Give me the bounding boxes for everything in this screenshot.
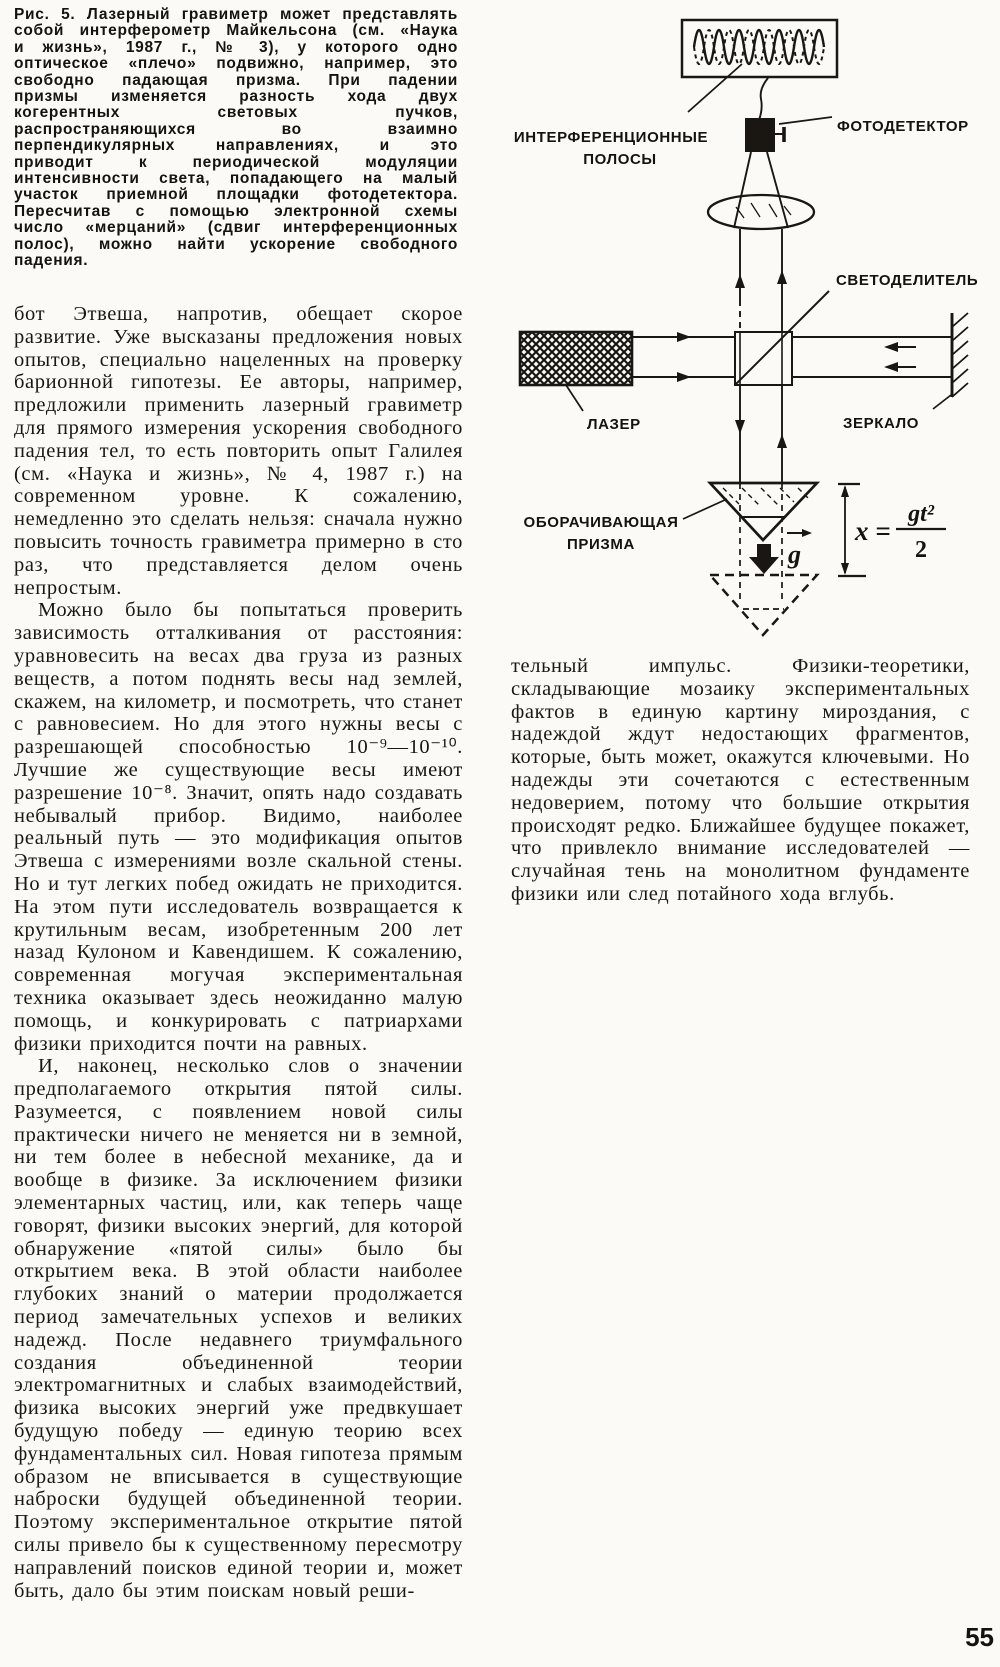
- signal-wire: [759, 78, 768, 120]
- left-arrowhead: [884, 362, 898, 372]
- paragraph: тельный импульс. Физики-теоретики, складывающие мозаику экспериментальных фактов в единую картину мироздания, с надеждой ждут недостающих фрагментов, которые, быть может, окажутся ключевыми. Но надежды эти сочетаются с естественным недоверием, потому что большие открытия происходят редко. Ближайшее будущее покажет, что привлекло внимание исследователей — случайная тень на монолитном фундаменте физики или след потайного хода вглубь.: [511, 655, 970, 905]
- down-arrowhead: [735, 420, 745, 434]
- mirror-leader-line: [933, 395, 951, 409]
- fringes-label-line1: ИНТЕРФЕРЕНЦИОННЫЕ: [513, 129, 709, 146]
- interferometer-diagram: [480, 0, 1000, 650]
- paragraph: бот Этвеша, напротив, обещает скорое развитие. Уже высказаны предложения новых опытов, специально нацеленных на проверку барионной гипотезы. Ее авторы, например, предложили применить лазерный гравиметр для прямого измерения ускорения свободного падения тел, то есть повторить опыт Галилея (см. «Наука и жизнь», № 4, 1987 г.) на современном уровне. К сожалению, немедленно это сделать нельзя: сначала нужно повысить точность гравиметра примерно в сто раз, что представляется делом очень непростым.: [14, 303, 463, 599]
- g-vector: [787, 529, 812, 569]
- up-arrowhead: [735, 274, 745, 288]
- lens: [708, 195, 814, 229]
- prism-label-line1: ОБОРАЧИВАЮЩАЯ: [523, 514, 679, 531]
- paragraph: И, наконец, несколько слов о значении предполагаемого открытия пятой силы. Разумеется, с появлением новой силы практически ничего не меняется ни в земной, ни тем более в небесной механике, да и вообще в физике. За исключением физики элементарных частиц, или, как теперь чаще говорят, физики высоких энергий, для которой обнаружение «пятой силы» было бы открытием века. В этой области наиболее глубоких знаний о материи продолжается период замечательных успехов и великих надежд. После недавнего триумфального создания объединенной теории электромагнитных и слабых взаимодействий, физика высоких энергий уже предвкушает будущую победу — единую теорию всех фундаментальных сил. Новая гипотеза прямым образом не вписывается в существующие наброски будущей объединенной теории. Поэтому экспериментальное открытие пятой силы привело бы к существенному пересмотру направлений поисков единой теории и, может быть, дало бы этим поискам новый реши-: [14, 1055, 463, 1602]
- fringes-label-line2: ПОЛОСЫ: [583, 151, 657, 168]
- right-arrowhead: [677, 372, 691, 382]
- formula-denominator: 2: [915, 537, 927, 563]
- right-text-column: [511, 655, 970, 906]
- right-arrowhead: [677, 332, 691, 342]
- laser: [520, 332, 632, 385]
- mirror-label: ЗЕРКАЛО: [843, 415, 919, 432]
- formula-numerator: gt²: [908, 501, 934, 527]
- page-number: 55: [965, 1622, 994, 1652]
- corner-prism: [710, 483, 817, 540]
- fall-arrow: [749, 544, 779, 574]
- up-arrowhead: [777, 434, 787, 448]
- left-text-column: [14, 303, 463, 1602]
- mirror: [952, 313, 968, 397]
- fall-formula: [854, 501, 946, 563]
- g-vector-label: g: [788, 540, 801, 569]
- left-arrowhead: [884, 342, 898, 352]
- paragraph: Можно было бы попытаться проверить зависимость отталкивания от расстояния: уравновесить на весах два груза из разных веществ, а потом поднять весы над землей, скажем, на километр, и посмотреть, что станет с равновесием. Но для этого нужны весы с разрешающей способностью 10⁻⁹—10⁻¹⁰. Лучшие же существующие весы имеют разрешение 10⁻⁸. Значит, опять надо создавать небывалый прибор. Видимо, наиболее реальный путь — это модификация опытов Этвеша с измерениями возле скальной стены. Но и тут легких побед ожидать не приходится. На этом пути исследователь возвращается к крутильным весам, изобретенным 200 лет назад Кулоном и Кавендишем. К сожалению, современная могучая экспериментальная техника оказывает здесь неожиданно малую помощь, и конкурировать с патриархами физики приходится почти на равных.: [14, 599, 463, 1055]
- fringes-leader-line: [688, 64, 742, 112]
- formula-lhs: x =: [855, 516, 891, 546]
- photodetector-leader-line: [779, 117, 832, 124]
- figure-caption: Рис. 5. Лазерный гравиметр может представлять собой интерферометр Майкельсона (см. «Наука и жизнь», 1987 г., № 3), у которого одно оптическое «плечо» подвижно, например, это свободно падающая призма. При падении призмы изменяется разность хода двух когерентных световых пучков, распространяющихся во взаимно перпендикулярных направлениях, и это приводит к периодической модуляции интенсивности света, попадающего на малый участок приемной площадки фотодетектора. Пересчитав с помощью электронной схемы число «мерцаний» (сдвиг интерференционных полос), можно найти ускорение свободного падения.: [14, 6, 458, 270]
- laser-label: ЛАЗЕР: [587, 416, 641, 433]
- fringe-wave-solid: [694, 30, 824, 64]
- prism-label-line2: ПРИЗМА: [567, 536, 635, 553]
- photodetector: [745, 118, 784, 152]
- beamsplitter-label: СВЕТОДЕЛИТЕЛЬ: [836, 272, 979, 289]
- up-arrowhead: [777, 270, 787, 284]
- photodetector-label: ФОТОДЕТЕКТОР: [837, 118, 969, 135]
- interference-fringes-box: [682, 20, 837, 77]
- laser-leader-line: [566, 385, 583, 411]
- fallen-prism-dashed: [710, 575, 817, 635]
- prism-leader-line: [683, 499, 727, 519]
